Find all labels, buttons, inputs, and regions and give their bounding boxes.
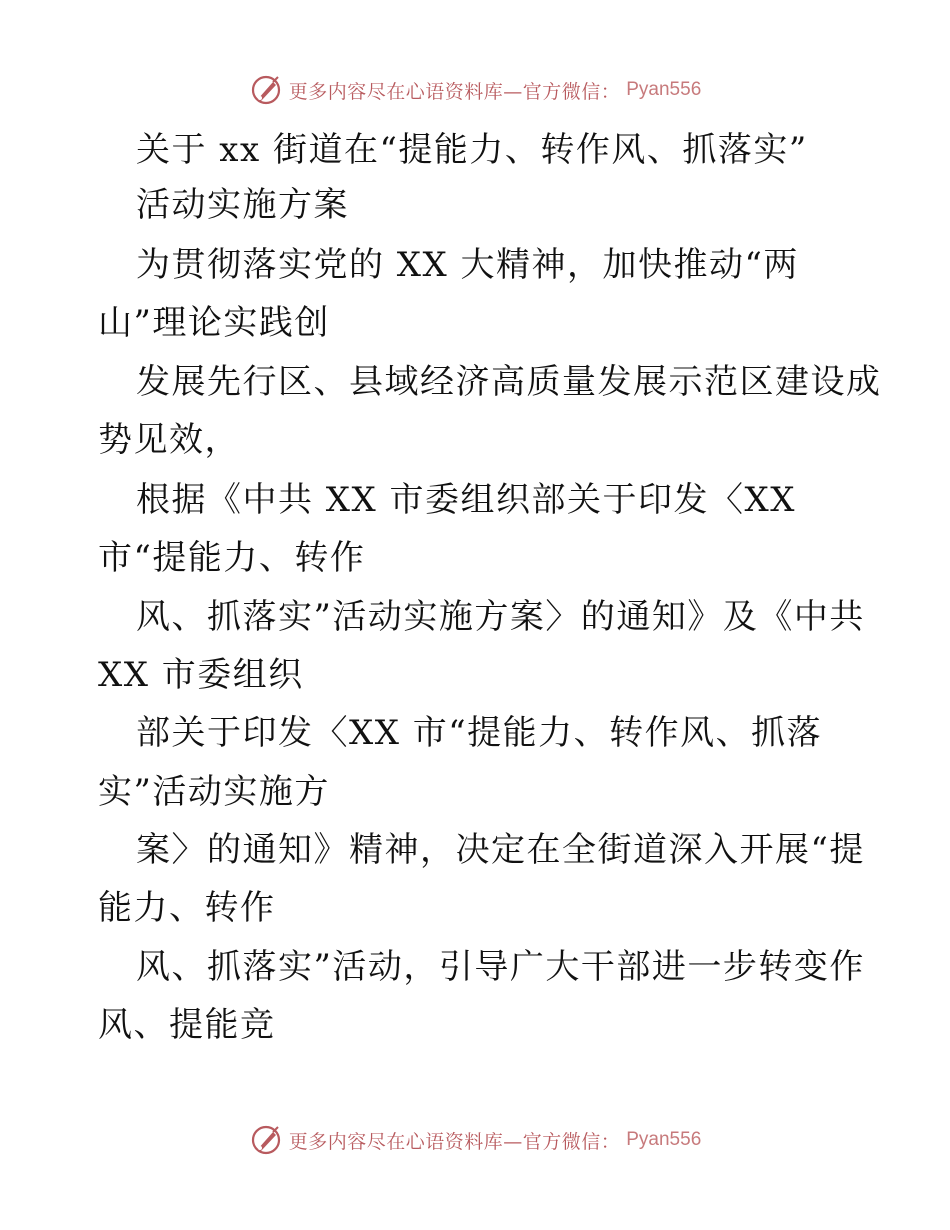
doc-line-13: 案〉的通知》精神，决定在全街道深入开展“提 [136, 830, 865, 870]
header-watermark [0, 70, 950, 110]
doc-line-4: 山”理论实践创 [98, 303, 330, 343]
watermark-account: Pyan556 [626, 79, 702, 100]
watermark-text: 更多内容尽在心语资料库—官方微信： [288, 80, 621, 103]
doc-line-10: XX 市委组织 [98, 655, 304, 695]
doc-line-14: 能力、转作 [98, 888, 276, 928]
watermark-text: 更多内容尽在心语资料库—官方微信： [288, 1130, 621, 1153]
doc-line-1: 关于 xx 街道在“提能力、转作风、抓落实” [136, 130, 808, 170]
doc-line-9: 风、抓落实”活动实施方案〉的通知》及《中共 [136, 597, 865, 637]
watermark-account: Pyan556 [626, 1129, 702, 1150]
footer-watermark [0, 1120, 950, 1160]
doc-line-3: 为贯彻落实党的 XX 大精神，加快推动“两 [136, 245, 799, 285]
doc-line-16: 风、提能竞 [98, 1005, 276, 1045]
quill-pen-logo-icon [249, 73, 283, 107]
doc-line-11: 部关于印发〈XX 市“提能力、转作风、抓落 [136, 713, 823, 753]
quill-pen-logo-icon [249, 1123, 283, 1157]
doc-line-8: 市“提能力、转作 [98, 538, 366, 578]
doc-line-7: 根据《中共 XX 市委组织部关于印发〈XX [136, 480, 796, 520]
doc-line-2: 活动实施方案 [136, 185, 349, 225]
doc-line-6: 势见效， [98, 420, 240, 460]
doc-line-12: 实”活动实施方 [98, 772, 330, 812]
doc-line-5: 发展先行区、县域经济高质量发展示范区建设成 [136, 362, 882, 402]
doc-line-15: 风、抓落实”活动，引导广大干部进一步转变作 [136, 947, 865, 987]
